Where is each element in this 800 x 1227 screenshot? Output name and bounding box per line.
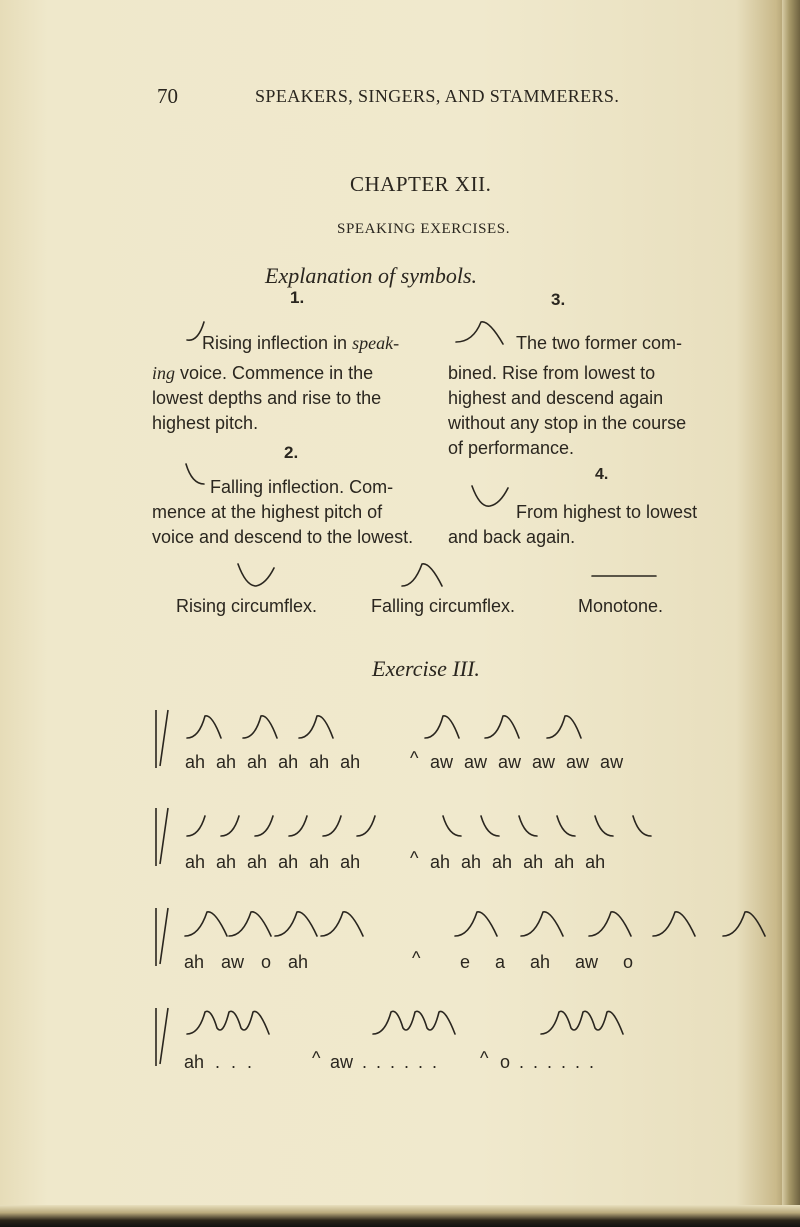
caret-1: ^ [410,748,419,768]
symbol-number-4: 4. [595,466,609,483]
row-3-inflection-marks [183,908,783,940]
exercise-row-4-aw: aw . . . . . . [330,1052,438,1072]
symbol-1-italic: speak- [352,333,400,353]
running-title: SPEAKERS, SINGERS, AND STAMMERERS. [255,86,620,106]
caret-3: ^ [412,948,421,968]
exercise-row-1-ah: ah ah ah ah ah ah [185,752,361,772]
bracket-4 [152,1006,172,1068]
symbol-3-line-1: The two former com- [516,333,683,353]
monotone-icon [592,574,658,578]
rising-circumflex-icon [236,562,280,590]
bracket-1 [152,708,172,770]
caret-2: ^ [410,848,419,868]
symbol-2-line-3: voice and descend to the lowest. [152,527,414,547]
row-1-inflection-marks [185,712,745,742]
book-spine-edge [782,0,800,1227]
symbol-3-line-3: highest and descend again [448,388,664,408]
exercise-row-4-o: o . . . . . . [500,1052,595,1072]
symbol-3-line-5: of performance. [448,438,575,458]
explanation-italic: Explanation [265,263,373,288]
page-bottom-edge [0,1205,800,1227]
symbol-2-line-2: mence at the highest pitch of [152,502,383,522]
symbol-number-1: 1. [290,288,305,307]
symbol-1-line-2 [152,363,373,384]
symbol-3-line-4: without any stop in the course [448,413,687,433]
symbol-1-line-1-text: Rising inflection in [202,333,348,353]
bracket-2 [152,806,172,868]
exercise-row-2-ah: ah ah ah ah ah ah [185,852,361,872]
symbol-4-line-2: and back again. [448,527,576,547]
explanation-rest: of symbols. [378,263,478,288]
symbol-3-line-2: bined. Rise from lowest to [448,363,656,383]
symbol-1-line-1 [202,333,399,354]
symbol-1-italic-2: ing [152,363,176,383]
chapter-title: CHAPTER XII. [350,172,492,196]
row-2-inflection-marks [185,812,745,842]
exercise-row-4-ah: ah . . . [184,1052,253,1072]
falling-circumflex-icon [400,560,444,590]
circumflex-label-monotone: Monotone. [578,596,664,616]
symbol-4-line-1: From highest to lowest [516,502,698,522]
symbol-number-3: 3. [551,290,566,309]
symbol-2-line-1: Falling inflection. Com- [210,477,394,497]
symbol-1-line-3: lowest depths and rise to the [152,388,382,408]
exercise-row-2-ah-b: ah ah ah ah ah ah [430,852,606,872]
chapter-subtitle: SPEAKING EXERCISES. [337,221,511,237]
circumflex-label-falling: Falling circumflex. [371,596,516,616]
falling-inflection-icon [184,462,206,486]
caret-4: ^ [312,1048,321,1068]
symbol-number-2: 2. [284,443,299,462]
high-low-high-inflection-icon [470,484,512,510]
bracket-3 [152,906,172,968]
combined-inflection-icon [455,318,507,346]
exercise-title: Exercise III. [372,656,480,681]
row-4-inflection-marks [185,1006,745,1038]
caret-5: ^ [480,1048,489,1068]
symbol-1-line-4: highest pitch. [152,413,259,433]
exercise-row-3-right: e a ah aw o [460,952,634,972]
exercise-row-3-left: ah aw o ah [184,952,309,972]
page-number: 70 [157,84,178,108]
explanation-heading [265,263,477,289]
circumflex-label-rising: Rising circumflex. [176,596,318,616]
symbol-1-line-2-text: voice. Commence in the [180,363,374,383]
exercise-row-1-aw: aw aw aw aw aw aw [430,752,624,772]
